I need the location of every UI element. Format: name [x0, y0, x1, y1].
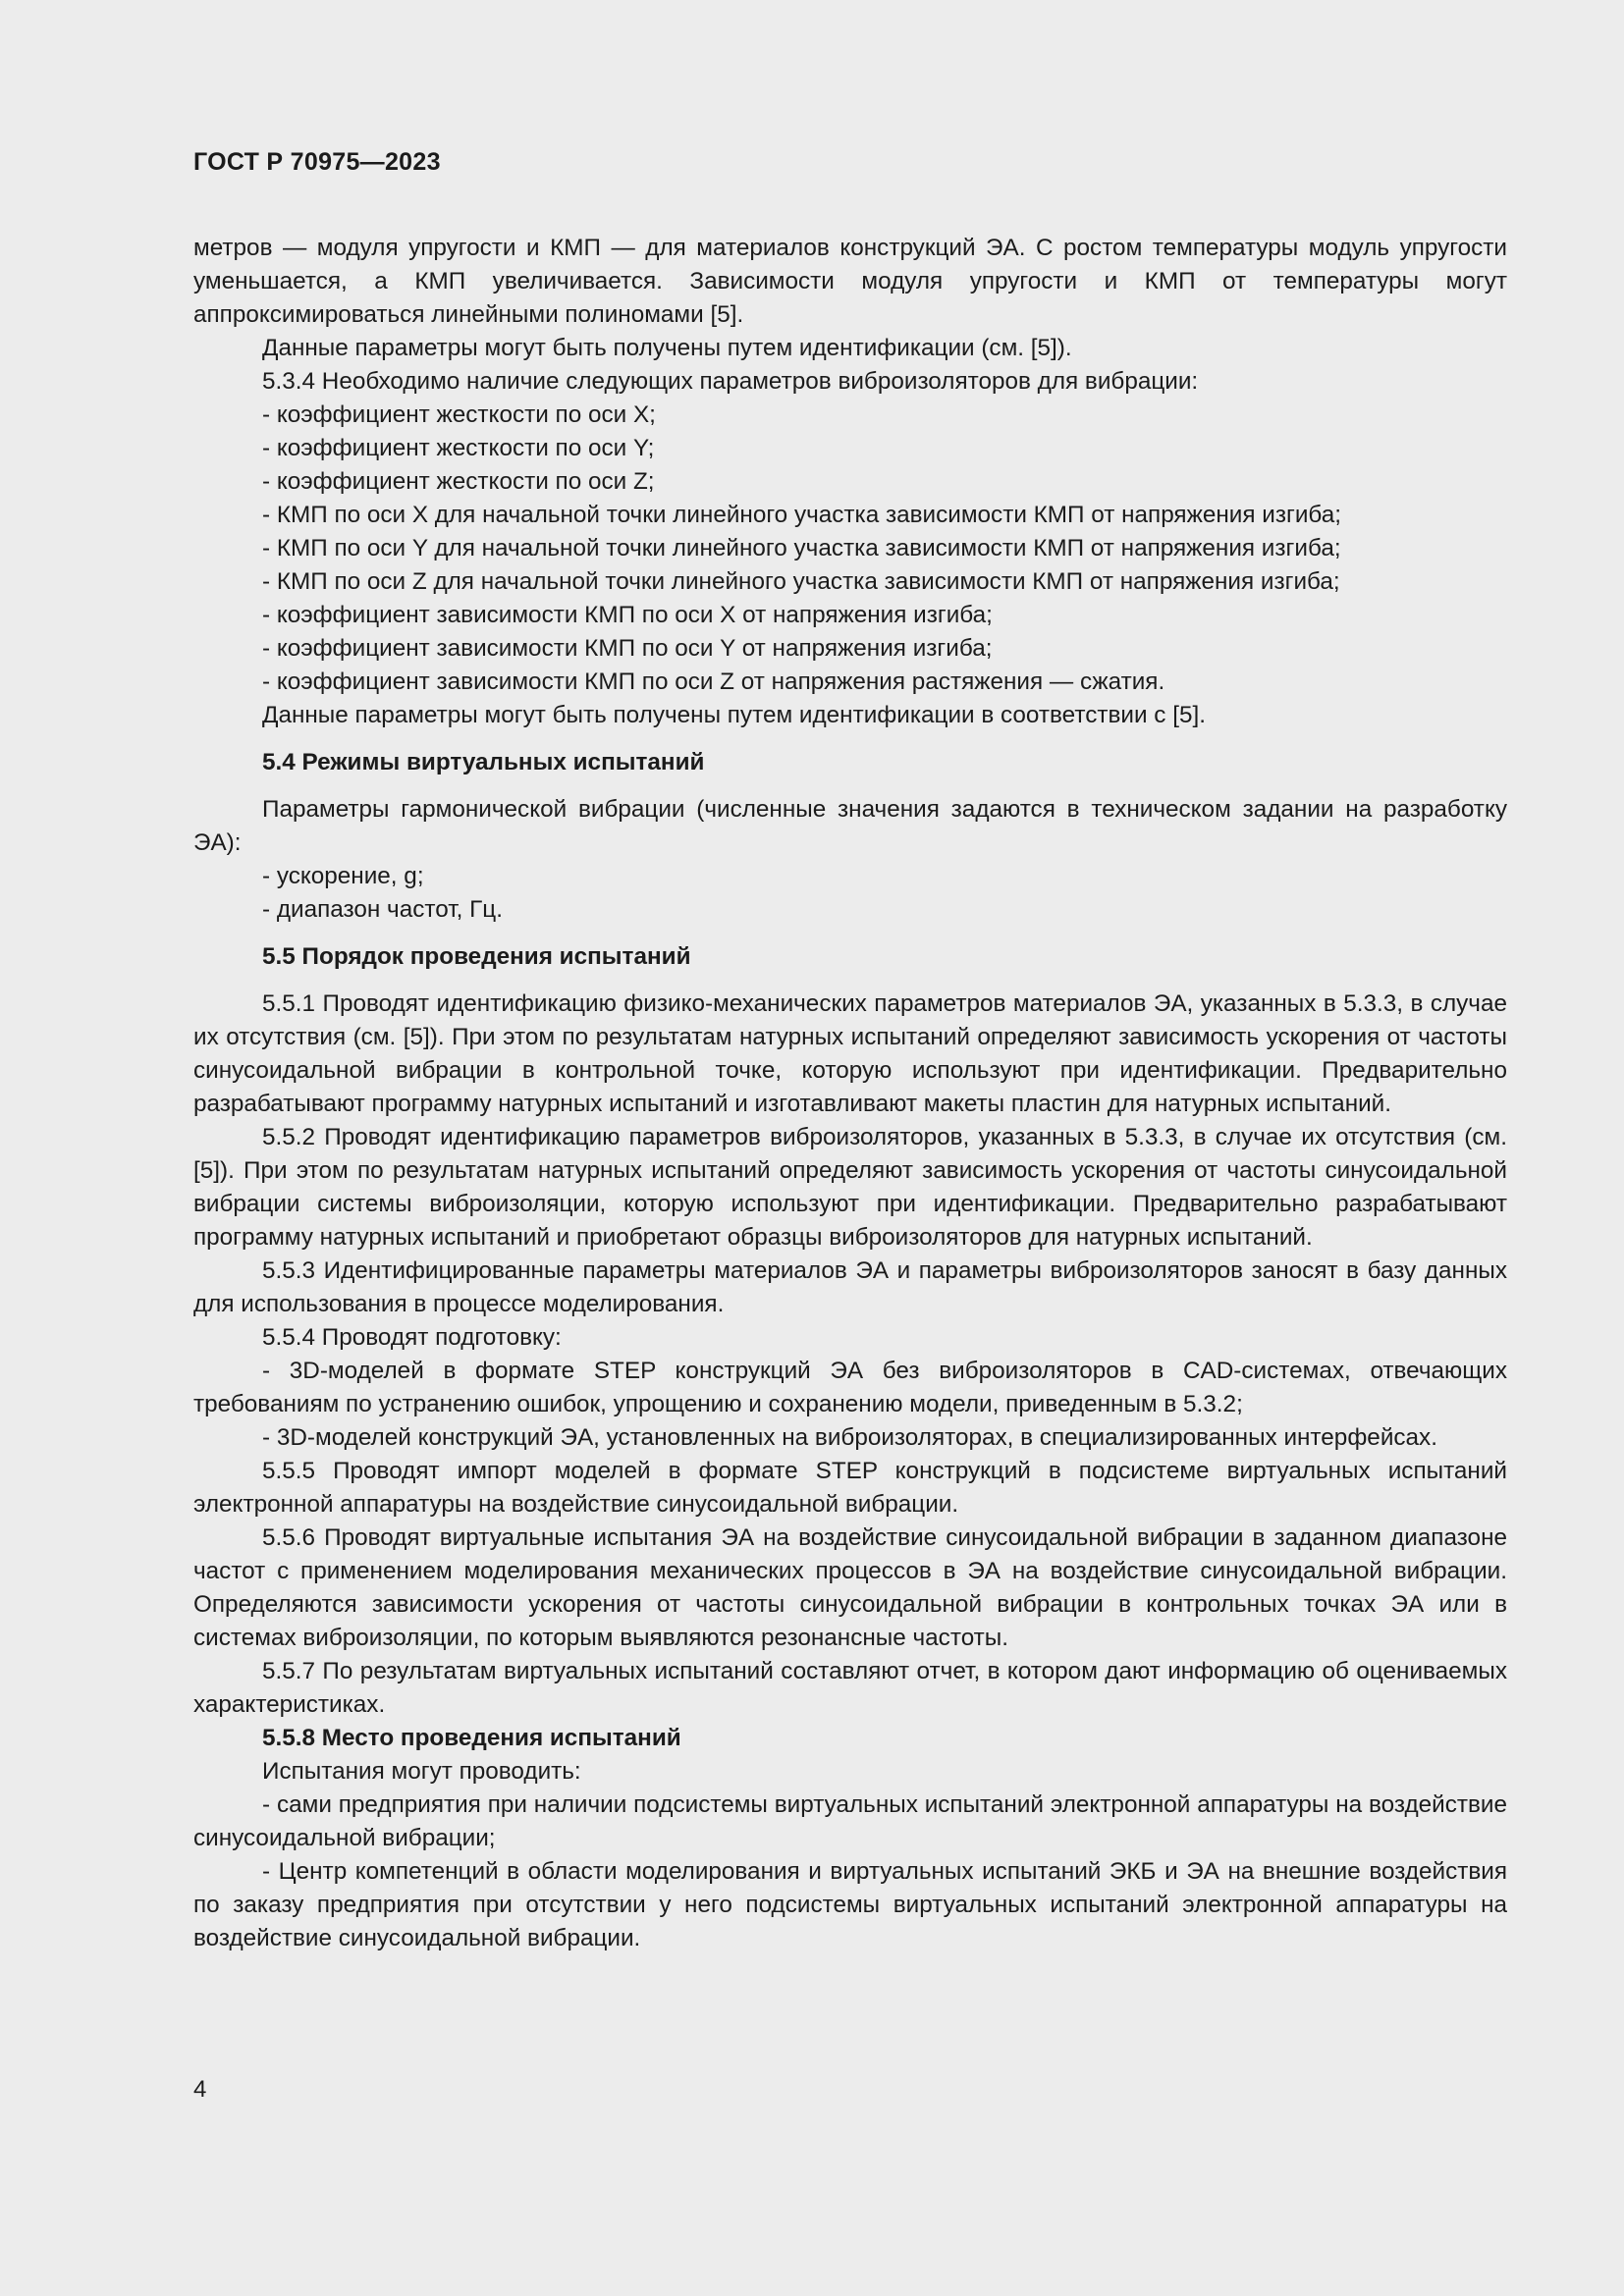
intro-paragraph: метров — модуля упругости и КМП — для материалов конструкций ЭА. С ростом температуры модуль упругости уменьшается, а КМП увеличивается. Зависимости модуля упругости и КМП от температуры могут аппроксимироваться линейными полиномами [5].	[193, 235, 1507, 328]
list-item: - коэффициент зависимости КМП по оси X от напряжения изгиба;	[262, 602, 993, 628]
section-heading-5-4: 5.4 Режимы виртуальных испытаний	[262, 749, 705, 775]
list-item: - сами предприятия при наличии подсистемы виртуальных испытаний электронной аппаратуры на воздействие синусоидальной вибрации;	[193, 1791, 1507, 1851]
clause-5-5-5: 5.5.5 Проводят импорт моделей в формате STEP конструкций в подсистеме виртуальных испытаний электронной аппаратуры на воздействие синусоидальной вибрации.	[193, 1458, 1507, 1518]
clause-5-5-1: 5.5.1 Проводят идентификацию физико-механических параметров материалов ЭА, указанных в 5.3.3, в случае их отсутствия (см. [5]). При этом по результатам натурных испытаний определяют зависимость ускорения от частоты синусоидальной вибрации в контрольной точке, которую используют при идентификации. Предварительно разрабатывают программу натурных испытаний и изготавливают макеты пластин для натурных испытаний.	[193, 990, 1507, 1117]
list-item: - коэффициент жесткости по оси Y;	[262, 435, 655, 461]
clause-5-3-4: 5.3.4 Необходимо наличие следующих параметров виброизоляторов для вибрации:	[262, 368, 1199, 395]
section-5-4-paragraph: Параметры гармонической вибрации (численные значения задаются в техническом задании на разработку ЭА):	[193, 796, 1507, 856]
list-item: - 3D-моделей в формате STEP конструкций ЭА без виброизоляторов в CAD-системах, отвечающих требованиям по устранению ошибок, упрощению и сохранению модели, приведенным в 5.3.2;	[193, 1358, 1507, 1417]
list-item: - коэффициент жесткости по оси X;	[262, 401, 656, 428]
standard-id-header: ГОСТ Р 70975—2023	[193, 148, 441, 176]
list-item: - КМП по оси X для начальной точки линейного участка зависимости КМП от напряжения изгиба;	[262, 502, 1342, 528]
clause-heading-5-5-8: 5.5.8 Место проведения испытаний	[262, 1725, 681, 1751]
clause-5-5-4: 5.5.4 Проводят подготовку:	[262, 1324, 562, 1351]
list-item: - коэффициент зависимости КМП по оси Y от напряжения изгиба;	[262, 635, 993, 662]
list-item: - коэффициент жесткости по оси Z;	[262, 468, 655, 495]
clause-5-3-4-outro: Данные параметры могут быть получены путем идентификации в соответствии с [5].	[262, 702, 1206, 728]
clause-5-5-6: 5.5.6 Проводят виртуальные испытания ЭА на воздействие синусоидальной вибрации в заданном диапазоне частот с применением моделирования механических процессов в ЭА на воздействие синусоидальной вибрации. Определяются зависимости ускорения от частоты синусоидальной вибрации в контрольных точках ЭА или в системах виброизоляции, по которым выявляются резонансные частоты.	[193, 1524, 1507, 1651]
intro-note: Данные параметры могут быть получены путем идентификации (см. [5]).	[262, 335, 1072, 361]
document-body	[193, 232, 1507, 1955]
document-page	[193, 145, 1507, 1955]
clause-5-5-7: 5.5.7 По результатам виртуальных испытаний составляют отчет, в котором дают информацию об оцениваемых характеристиках.	[193, 1658, 1507, 1718]
list-item: - КМП по оси Y для начальной точки линейного участка зависимости КМП от напряжения изгиба;	[262, 535, 1341, 561]
clause-5-5-3: 5.5.3 Идентифицированные параметры материалов ЭА и параметры виброизоляторов заносят в базу данных для использования в процессе моделирования.	[193, 1257, 1507, 1317]
list-item: - Центр компетенций в области моделирования и виртуальных испытаний ЭКБ и ЭА на внешние воздействия по заказу предприятия при отсутствии у него подсистемы виртуальных испытаний электронной аппаратуры на воздействие синусоидальной вибрации.	[193, 1858, 1507, 1951]
list-item: - КМП по оси Z для начальной точки линейного участка зависимости КМП от напряжения изгиба;	[262, 568, 1340, 595]
list-item: - коэффициент зависимости КМП по оси Z от напряжения растяжения — сжатия.	[262, 668, 1165, 695]
list-item: - диапазон частот, Гц.	[262, 896, 503, 923]
page-number: 4	[193, 2076, 207, 2103]
clause-5-5-8-paragraph: Испытания могут проводить:	[262, 1758, 581, 1785]
list-item: - ускорение, g;	[262, 863, 424, 889]
section-heading-5-5: 5.5 Порядок проведения испытаний	[262, 943, 691, 970]
list-item: - 3D-моделей конструкций ЭА, установленных на виброизоляторах, в специализированных интерфейсах.	[262, 1424, 1437, 1451]
clause-5-5-2: 5.5.2 Проводят идентификацию параметров виброизоляторов, указанных в 5.3.3, в случае их отсутствия (см. [5]). При этом по результатам натурных испытаний определяют зависимость ускорения от частоты синусоидальной вибрации системы виброизоляции, которую используют при идентификации. Предварительно разрабатывают программу натурных испытаний и приобретают образцы виброизоляторов для натурных испытаний.	[193, 1124, 1507, 1251]
